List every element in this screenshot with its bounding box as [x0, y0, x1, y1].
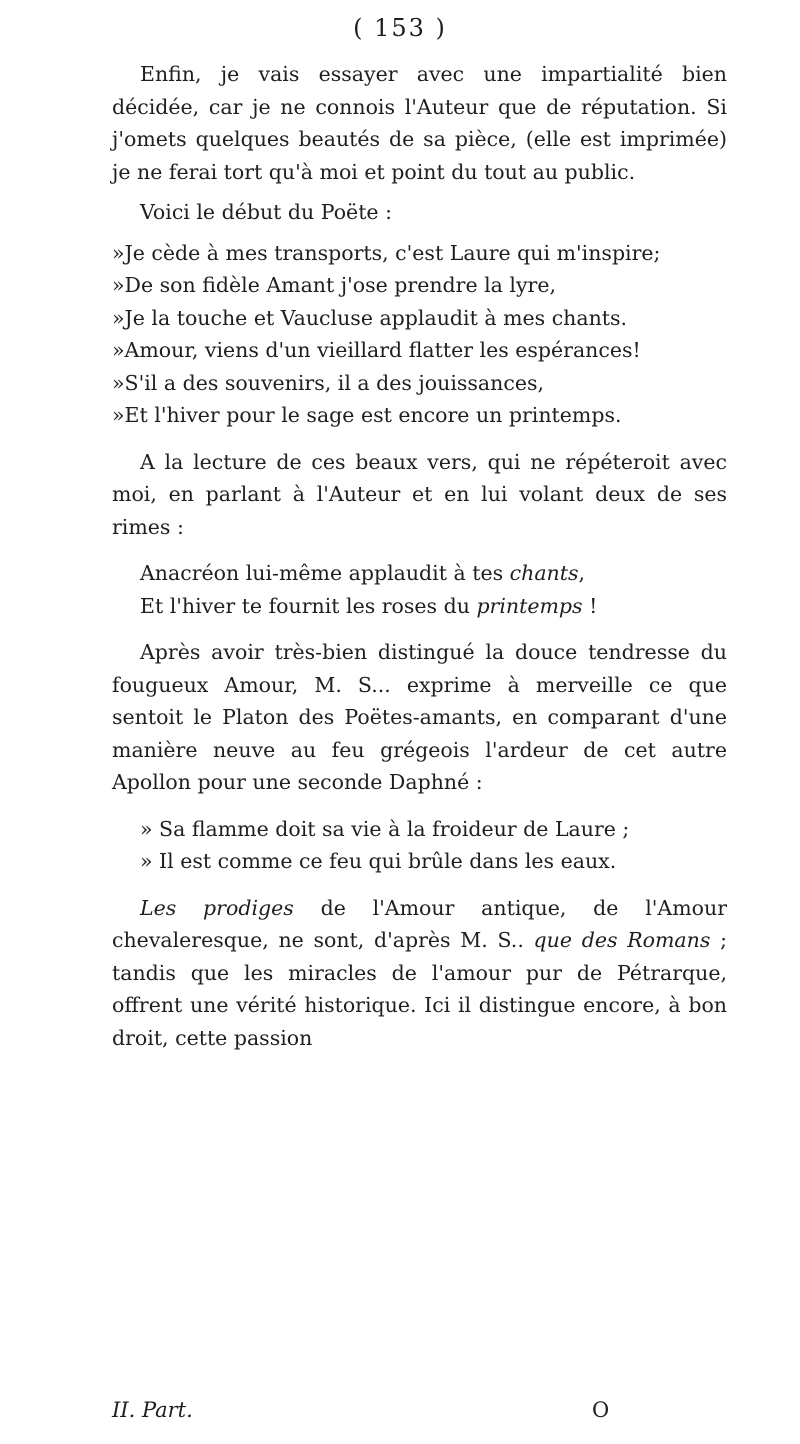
page-footer	[112, 1398, 727, 1432]
paragraph-reading: A la lecture de ces beaux vers, qui ne répéteroit avec moi, en parlant à l'Auteur et en lui volant deux de ses rimes :	[112, 449, 727, 539]
poem-line: »Amour, viens d'un vieillard flatter les espérances!	[112, 338, 641, 362]
signature-mark: II. Part.	[112, 1398, 193, 1422]
paragraph-prodigies: Les prodiges de l'Amour antique, de l'Amour chevaleresque, ne sont, d'après M. S.. que des Romans ; tandis que les miracles de l'amour pur de Pétrarque, offrent une vérité historique. Ici il distingue encore, à bon droit, cette passion	[112, 895, 727, 1050]
paragraph-intro: Enfin, je vais essayer avec une impartialité bien décidée, car je ne connois l'Auteur que de réputation. Si j'omets quelques beautés de sa pièce, (elle est imprimée) je ne ferai tort qu'à moi et point du tout au public.	[112, 62, 727, 184]
poem-line: Et l'hiver te fournit les roses du printemps !	[140, 593, 598, 618]
paragraph-poet-intro: Voici le début du Poëte :	[140, 200, 392, 224]
paragraph-tenderness: Après avoir très-bien distingué la douce tendresse du fougueux Amour, M. S... exprime à merveille ce que sentoit le Platon des Poëtes-amants, en comparant d'une manière neuve au feu grégeois l'ardeur de cet autre Apollon pour une seconde Daphné :	[112, 640, 727, 794]
poem-line: »Et l'hiver pour le sage est encore un printemps.	[112, 403, 622, 427]
poem-line: »Je cède à mes transports, c'est Laure qui m'inspire;	[112, 240, 661, 265]
page-body	[112, 58, 727, 1054]
poem-line: »De son fidèle Amant j'ose prendre la lyre,	[112, 273, 556, 297]
poem-line: »Je la touche et Vaucluse applaudit à mes chants.	[112, 305, 628, 330]
poem-flame	[112, 813, 727, 878]
poem-line: » Sa flamme doit sa vie à la froideur de Laure ;	[140, 816, 630, 841]
poem-line: Anacréon lui-même applaudit à tes chants,	[140, 561, 586, 585]
page-number: ( 153 )	[353, 14, 447, 42]
poem-anacreon	[112, 557, 727, 622]
poem-line: » Il est comme ce feu qui brûle dans les eaux.	[140, 849, 617, 873]
poem-line: »S'il a des souvenirs, il a des jouissances,	[112, 370, 545, 395]
poem-opening	[112, 237, 727, 432]
gathering-signature: O	[592, 1398, 610, 1422]
